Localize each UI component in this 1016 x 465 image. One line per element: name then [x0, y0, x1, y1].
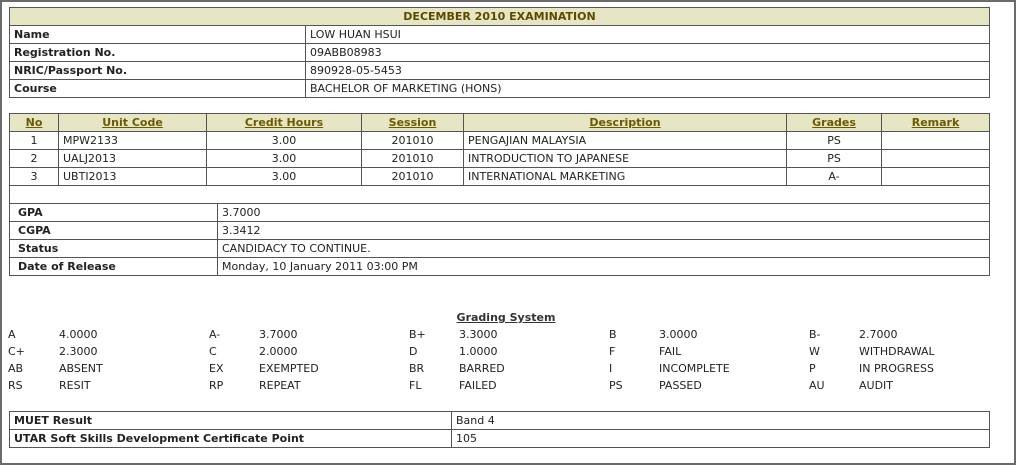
results-table	[9, 113, 990, 204]
student-value: LOW HUAN HSUI	[306, 26, 990, 44]
grade-meaning: 3.0000	[659, 328, 698, 341]
cell-unit-code: UBTI2013	[59, 168, 207, 186]
student-value: BACHELOR OF MARKETING (HONS)	[306, 80, 990, 98]
student-row-course	[10, 80, 990, 98]
cell-credit-hours: 3.00	[207, 132, 362, 150]
summary-row-gpa	[10, 204, 990, 222]
grade-meaning: FAIL	[659, 345, 682, 358]
cell-credit-hours: 3.00	[207, 168, 362, 186]
exam-title-table	[9, 7, 990, 26]
grade-meaning: WITHDRAWAL	[859, 345, 935, 358]
cell-unit-code: UALJ2013	[59, 150, 207, 168]
student-row-nric	[10, 62, 990, 80]
student-row-registration	[10, 44, 990, 62]
blank-row	[10, 186, 990, 204]
extra-value: 105	[452, 430, 990, 448]
summary-value: 3.7000	[218, 204, 990, 222]
grade-code: A	[8, 328, 16, 341]
grade-meaning: REPEAT	[259, 379, 301, 392]
grade-meaning: 3.7000	[259, 328, 298, 341]
cell-no: 3	[10, 168, 59, 186]
summary-row-status	[10, 240, 990, 258]
summary-label: CGPA	[10, 222, 218, 240]
cell-no: 2	[10, 150, 59, 168]
blank-cell	[10, 186, 990, 204]
extra-row-soft-skills	[10, 430, 990, 448]
cell-remark	[882, 150, 990, 168]
grade-meaning: PASSED	[659, 379, 702, 392]
grade-code: B-	[809, 328, 821, 341]
extra-value: Band 4	[452, 412, 990, 430]
grade-meaning: 2.3000	[59, 345, 98, 358]
student-label: Name	[10, 26, 306, 44]
grade-meaning: IN PROGRESS	[859, 362, 934, 375]
grade-code: RP	[209, 379, 224, 392]
grade-code: FL	[409, 379, 422, 392]
grade-code: A-	[209, 328, 221, 341]
grade-meaning: EXEMPTED	[259, 362, 319, 375]
grade-code: EX	[209, 362, 224, 375]
header-unit-code: Unit Code	[59, 114, 207, 132]
grade-meaning: BARRED	[459, 362, 505, 375]
cell-session: 201010	[362, 132, 464, 150]
grade-meaning: 1.0000	[459, 345, 498, 358]
grade-meaning: RESIT	[59, 379, 91, 392]
header-credit-hours: Credit Hours	[207, 114, 362, 132]
extra-row-muet	[10, 412, 990, 430]
student-value: 09ABB08983	[306, 44, 990, 62]
cell-grade: PS	[787, 132, 882, 150]
grade-code: P	[809, 362, 816, 375]
grade-meaning: ABSENT	[59, 362, 103, 375]
grade-code: F	[609, 345, 616, 358]
grade-meaning: 2.7000	[859, 328, 898, 341]
cell-description: INTRODUCTION TO JAPANESE	[464, 150, 787, 168]
grade-code: B	[609, 328, 617, 341]
table-row	[10, 150, 990, 168]
grade-code: BR	[409, 362, 425, 375]
extra-results-table	[9, 411, 990, 448]
summary-label: Date of Release	[10, 258, 218, 276]
grade-code: I	[609, 362, 613, 375]
cell-grade: A-	[787, 168, 882, 186]
cell-remark	[882, 168, 990, 186]
extra-label: UTAR Soft Skills Development Certificate Point	[10, 430, 452, 448]
cell-remark	[882, 132, 990, 150]
table-row	[10, 168, 990, 186]
cell-no: 1	[10, 132, 59, 150]
cell-description: INTERNATIONAL MARKETING	[464, 168, 787, 186]
student-value: 890928-05-5453	[306, 62, 990, 80]
grade-code: PS	[609, 379, 623, 392]
summary-label: Status	[10, 240, 218, 258]
header-grades: Grades	[787, 114, 882, 132]
summary-value: Monday, 10 January 2011 03:00 PM	[218, 258, 990, 276]
cell-description: PENGAJIAN MALAYSIA	[464, 132, 787, 150]
grade-meaning: FAILED	[459, 379, 497, 392]
student-label: NRIC/Passport No.	[10, 62, 306, 80]
grade-code: AU	[809, 379, 825, 392]
grade-meaning: 3.3000	[459, 328, 498, 341]
grade-code: C	[209, 345, 217, 358]
summary-label: GPA	[10, 204, 218, 222]
grade-code: D	[409, 345, 418, 358]
cell-credit-hours: 3.00	[207, 150, 362, 168]
grade-meaning: AUDIT	[859, 379, 894, 392]
grade-code: C+	[8, 345, 25, 358]
header-session: Session	[362, 114, 464, 132]
results-header-row	[10, 114, 990, 132]
grade-code: AB	[8, 362, 24, 375]
extra-label: MUET Result	[10, 412, 452, 430]
summary-value: CANDIDACY TO CONTINUE.	[218, 240, 990, 258]
header-no: No	[10, 114, 59, 132]
exam-title: DECEMBER 2010 EXAMINATION	[10, 8, 990, 26]
grade-code: RS	[8, 379, 23, 392]
cell-grade: PS	[787, 150, 882, 168]
student-info-table	[9, 25, 990, 98]
header-description: Description	[464, 114, 787, 132]
header-remark: Remark	[882, 114, 990, 132]
summary-row-cgpa	[10, 222, 990, 240]
student-label: Course	[10, 80, 306, 98]
grade-meaning: 2.0000	[259, 345, 298, 358]
summary-row-release-date	[10, 258, 990, 276]
summary-table	[9, 203, 990, 276]
grade-code: B+	[409, 328, 426, 341]
cell-unit-code: MPW2133	[59, 132, 207, 150]
cell-session: 201010	[362, 150, 464, 168]
student-row-name	[10, 26, 990, 44]
grade-meaning: INCOMPLETE	[659, 362, 730, 375]
table-row	[10, 132, 990, 150]
summary-value: 3.3412	[218, 222, 990, 240]
grade-meaning: 4.0000	[59, 328, 98, 341]
grading-system-title: Grading System	[456, 311, 556, 324]
grade-code: W	[809, 345, 820, 358]
cell-session: 201010	[362, 168, 464, 186]
student-label: Registration No.	[10, 44, 306, 62]
